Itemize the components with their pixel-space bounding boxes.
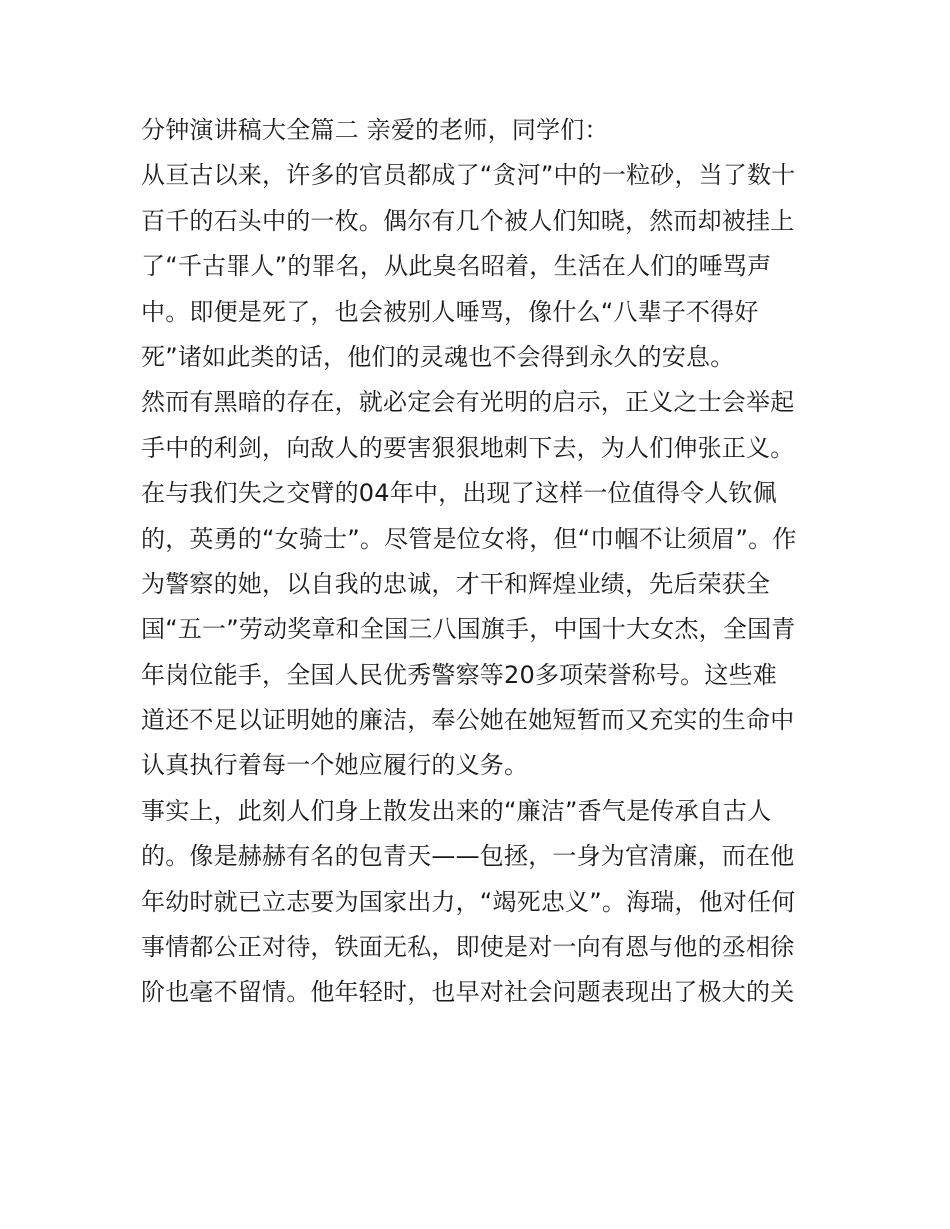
text-line: 中。即便是死了，也会被别人唾骂，像什么“八辈子不得好 [141, 297, 759, 326]
text-line: 死”诸如此类的话，他们的灵魂也不会得到永久的安息。 [141, 342, 735, 371]
text-line: 手中的利剑，向敌人的要害狠狠地刺下去，为人们伸张正义。 [141, 433, 795, 462]
text-line: 在与我们失之交臂的04年中，出现了这样一位值得令人钦佩 [141, 479, 777, 508]
document-body [141, 108, 821, 1016]
text-line: 为警察的她，以自我的忠诚，才干和辉煌业绩，先后荣获全 [141, 569, 771, 598]
text-line: 事情都公正对待，铁面无私，即使是对一向有恩与他的丞相徐 [141, 933, 795, 962]
text-line: 年岗位能手，全国人民优秀警察等20多项荣誉称号。这些难 [141, 660, 777, 689]
text-line: 道还不足以证明她的廉洁，奉公她在她短暂而又充实的生命中 [141, 706, 795, 735]
text-line: 百千的石头中的一枚。偶尔有几个被人们知晓，然而却被挂上 [141, 206, 795, 235]
text-line: 阶也毫不留情。他年轻时，也早对社会问题表现出了极大的关 [141, 978, 795, 1007]
text-line: 然而有黑暗的存在，就必定会有光明的启示，正义之士会举起 [141, 388, 795, 417]
text-line: 年幼时就已立志要为国家出力，“竭死忠义”。海瑞，他对任何 [141, 887, 796, 916]
text-line: 认真执行着每一个她应履行的义务。 [141, 751, 529, 780]
text-line: 事实上，此刻人们身上散发出来的“廉洁”香气是传承自古人 [141, 796, 772, 825]
text-line: 了“千古罪人”的罪名，从此臭名昭着，生活在人们的唾骂声 [141, 252, 772, 281]
text-line: 的，英勇的“女骑士”。尽管是位女将，但“巾帼不让须眉”。作 [141, 524, 797, 553]
text-line: 国“五一”劳动奖章和全国三八国旗手，中国十大女杰，全国青 [141, 615, 796, 644]
text-line: 的。像是赫赫有名的包青天——包拯，一身为官清廉，而在他 [141, 842, 795, 871]
text-line: 分钟演讲稿大全篇二 亲爱的老师，同学们： [141, 116, 609, 144]
text-line: 从亘古以来，许多的官员都成了“贪河”中的一粒砂，当了数十 [141, 161, 796, 190]
